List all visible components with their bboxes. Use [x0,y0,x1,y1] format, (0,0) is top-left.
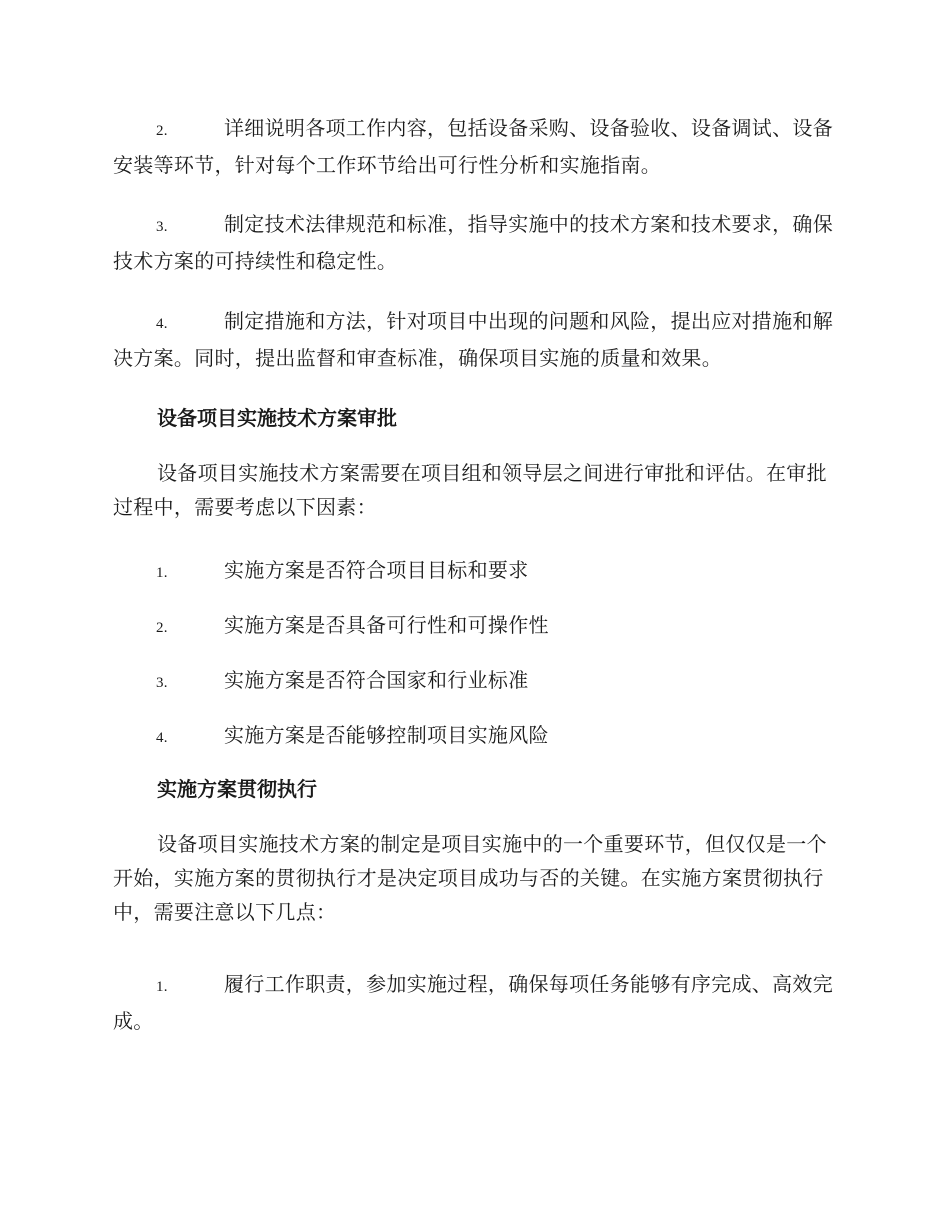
list-item [113,663,835,700]
section-intro: 设备项目实施技术方案的制定是项目实施中的一个重要环节，但仅仅是一个开始，实施方案的贯彻执行才是决定项目成功与否的关键。在实施方案贯彻执行中，需要注意以下几点： [113,832,827,924]
list-text: 实施方案是否能够控制项目实施风险 [224,723,549,747]
list-text: 制定措施和方法，针对项目中出现的问题和风险，提出应对措施和解决方案。同时，提出监督和审查标准，确保项目实施的质量和效果。 [113,309,833,370]
section-intro: 设备项目实施技术方案需要在项目组和领导层之间进行审批和评估。在审批过程中，需要考虑以下因素： [113,461,827,519]
list-item [113,553,835,590]
list-number: 4. [156,730,168,746]
list-text: 履行工作职责，参加实施过程，确保每项任务能够有序完成、高效完成。 [113,972,833,1033]
section-heading: 设备项目实施技术方案审批 [157,406,397,430]
list-number: 4. [156,316,168,332]
list-number: 3. [156,219,168,235]
list-item [113,304,835,375]
list-item [113,967,835,1038]
list-number: 1. [156,565,168,581]
list-item [113,111,835,182]
list-text: 实施方案是否符合项目目标和要求 [224,558,529,582]
list-number: 2. [156,620,168,636]
list-number: 3. [156,675,168,691]
list-item [113,608,835,645]
list-text: 实施方案是否具备可行性和可操作性 [224,613,549,637]
list-item [113,718,835,755]
list-text: 实施方案是否符合国家和行业标准 [224,668,529,692]
list-item [113,207,835,278]
list-text: 详细说明各项工作内容，包括设备采购、设备验收、设备调试、设备安装等环节，针对每个工作环节给出可行性分析和实施指南。 [113,116,833,177]
list-number: 1. [156,979,168,995]
list-text: 制定技术法律规范和标准，指导实施中的技术方案和技术要求，确保技术方案的可持续性和稳定性。 [113,212,833,273]
list-number: 2. [156,123,168,139]
section-heading: 实施方案贯彻执行 [157,777,317,801]
